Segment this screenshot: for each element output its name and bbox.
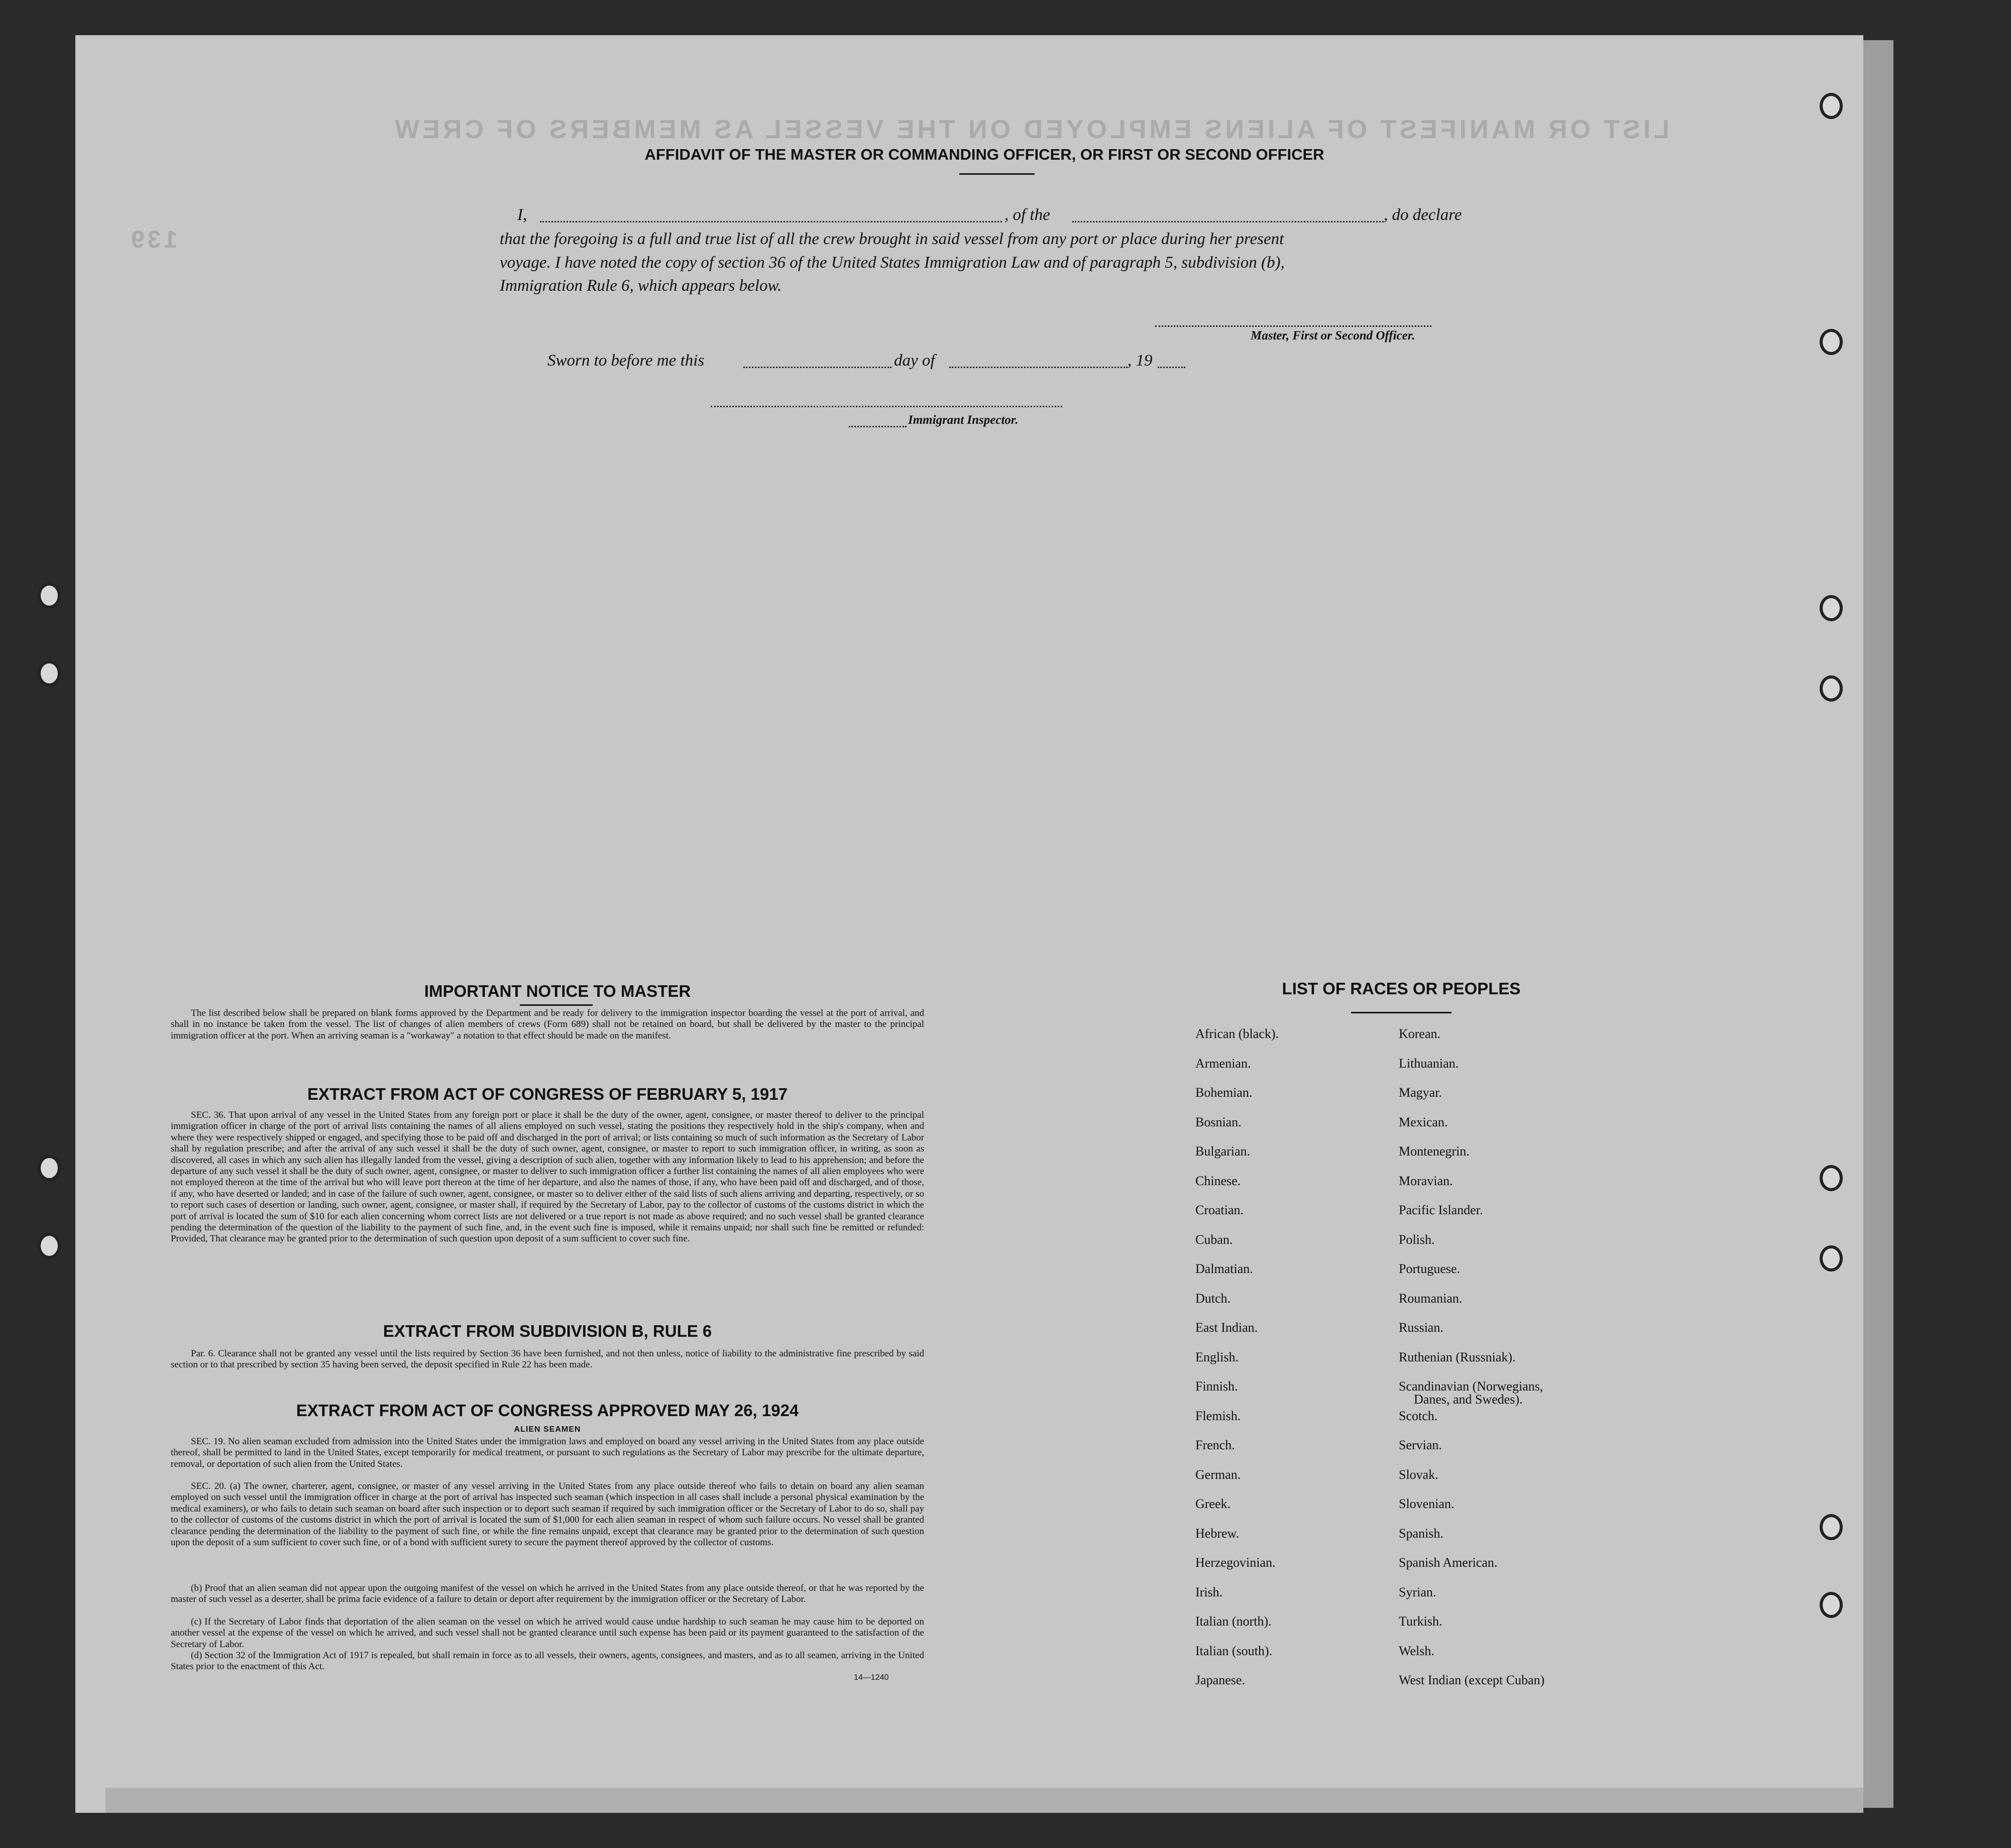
sec20d-body: (d) Section 32 of the Immigration Act of 1917 is repealed, but shall remain in force as to all vessels, their owners, agents, consignees, and masters, and as to all seamen, arriving in the United States prior to the enactment of this Act. (171, 1650, 924, 1672)
race-item: Flemish. (1195, 1408, 1241, 1423)
race-item-scandinavian-cont: Danes, and Swedes). (1414, 1392, 1523, 1407)
affidavit-line3: voyage. I have noted the copy of section 36 of the United States Immigration Law and of paragraph 5, subdivision (b), (500, 254, 1285, 272)
sec20c-body: (c) If the Secretary of Labor finds that deportation of the alien seaman on the vessel on which he arrived would cause undue hardship to such seaman he may cause him to be deported on another vessel at the expense of the vessel on which he arrived, and such vessel shall not be granted clearance until such expense has been paid or its payment guaranteed to the satisfaction of the Secretary of Labor. (171, 1616, 924, 1650)
race-item: Turkish. (1399, 1614, 1442, 1629)
binder-hole (38, 1155, 61, 1181)
race-item: Italian (south). (1195, 1643, 1273, 1658)
race-item: Irish. (1195, 1584, 1223, 1599)
bleed-through-page-number: 139 (128, 226, 178, 253)
notice-title: IMPORTANT NOTICE TO MASTER (424, 982, 691, 1000)
race-item: German. (1195, 1467, 1241, 1482)
race-item: Greek. (1195, 1496, 1231, 1511)
affidavit-i: I, (517, 206, 527, 224)
race-item: Cuban. (1195, 1232, 1233, 1247)
binder-hole (1820, 1514, 1843, 1540)
affidavit-of-the: , of the (1004, 206, 1050, 224)
binder-hole (1820, 675, 1843, 702)
binder-hole (1820, 1592, 1843, 1618)
race-item: Welsh. (1399, 1643, 1434, 1658)
race-item: African (black). (1195, 1026, 1279, 1041)
race-item: Italian (north). (1195, 1614, 1272, 1629)
race-item: Polish. (1399, 1232, 1435, 1247)
extract-1924-title: EXTRACT FROM ACT OF CONGRESS APPROVED MAY 26, 1924 (296, 1401, 799, 1420)
races-title: LIST OF RACES OR PEOPLES (1282, 979, 1521, 998)
master-label: Master, First or Second Officer. (1251, 329, 1415, 342)
race-item: Herzegovinian. (1195, 1555, 1276, 1570)
affidavit-do-declare: , do declare (1384, 206, 1462, 224)
races-rule (1351, 1012, 1451, 1013)
affidavit-line1 (517, 206, 527, 224)
sworn-year-blank (1158, 367, 1185, 368)
sworn-day-of: day of (894, 352, 935, 370)
races-left-column (1195, 1019, 1279, 1695)
vessel-blank (1072, 221, 1384, 222)
alien-seamen-subtitle: ALIEN SEAMEN (514, 1425, 581, 1434)
bleed-through-header: LIST OR MANIFEST OF ALIENS EMPLOYED ON THE VESSEL AS MEMBERS OF CREW (392, 115, 1669, 144)
notice-rule (520, 1004, 593, 1006)
sec20b-body: (b) Proof that an alien seaman did not appear upon the outgoing manifest of the vessel on which he arrived in the United States from any place outside thereof, or that he was reported by the master of such vessel as a deserter, shall be prima facie evidence of a failure to detain or deport after requirement by the immigration officer or the Secretary of Labor. (171, 1583, 924, 1605)
title-rule (959, 173, 1035, 175)
race-item: Servian. (1399, 1438, 1442, 1452)
race-item: Hebrew. (1195, 1526, 1240, 1541)
binder-hole (1820, 93, 1843, 119)
race-item: Pacific Islander. (1399, 1203, 1483, 1217)
page-edge (1863, 40, 1893, 1808)
sworn-month-blank (949, 367, 1128, 368)
notice-body: The list described below shall be prepared on blank forms approved by the Department and be ready for delivery to the immigration inspector boarding the vessel at the port of arrival, and shall in no instance be taken from the vessel. The list of changes of alien members of crews (Form 689) shall not be retained on board, but shall be delivered by the master to the principal immigration officer at the port. When an arriving seaman is a "workaway" a notation to that effect should be made on the manifest. (171, 1008, 924, 1041)
binder-hole (1820, 1165, 1843, 1191)
race-item: West Indian (except Cuban) (1399, 1673, 1545, 1687)
race-item: Scandinavian (Norwegians, (1399, 1379, 1543, 1394)
race-item: Finnish. (1195, 1379, 1238, 1394)
race-item: Chinese. (1195, 1173, 1241, 1188)
race-item: Roumanian. (1399, 1291, 1463, 1306)
race-item: Japanese. (1195, 1673, 1245, 1687)
extract-1917-body: SEC. 36. That upon arrival of any vessel in the United States from any foreign port or place it shall be the duty of the owner, agent, consignee, or master thereof to deliver to the principal immigration officer in charge of the port of arrival lists containing the names of all aliens employed on such vessel, stating the positions they respectively hold in the ship's company, when and where they were respectively shipped or engaged, and specifying those to be paid off and discharged in the port of arrival; or lists containing so much of such information as the Secretary of Labor shall by regulation prescribe; and after the arrival of any such vessel it shall be the duty of such owner, agent, consignee, or master to report to such immigration officer, in writing, as soon as discovered, all cases in which any such alien has illegally landed from the vessel, giving a description of such alien, together with any information likely to lead to his apprehension; and before the departure of any such vessel it shall be the duty of such owner, agent, consignee, or master to deliver to such immigration officer a further list containing the names of all alien employees who were not employed thereon at the time of the arrival but who will leave port thereon at the time of her departure, and also the names of those, if any, who have been paid off and discharged, and of those, if any, who have deserted or landed; and in case of the failure of such owner, agent, consignee, or master so to deliver either of the said lists of such aliens arriving and departing, respectively, or so to report such cases of desertion or landing, such owner, agent, consignee, or master shall, if required by the Secretary of Labor, pay to the collector of customs of the customs district in which the port of arrival is located the sum of $10 for each alien concerning whom correct lists are not delivered or a true report is not made as above required; and no such vessel shall be granted clearance pending the determination of the question of the liability to the payment of such fine, and, in the event such fine is imposed, while it remains unpaid; nor shall such fine be remitted or refunded: Provided, That clearance may be granted prior to the determination of such question upon deposit of a sum sufficient to cover such fine. (171, 1110, 924, 1244)
binder-hole (1820, 329, 1843, 355)
race-item: Mexican. (1399, 1114, 1448, 1129)
sec19-body: SEC. 19. No alien seaman excluded from admission into the United States under the immigration laws and employed on board any vessel arriving in the United States from any place outside thereof, shall be permitted to land in the United States, except temporarily for medical treatment, or pursuant to such regulations as the Secretary of Labor may prescribe for the ultimate departure, removal, or deportation of such alien from the United States. (171, 1436, 924, 1469)
sec20a-body: SEC. 20. (a) The owner, charterer, agent, consignee, or master of any vessel arriving in the United States from any place outside thereof who fails to detain on board any alien seaman employed on such vessel until the immigration officer in charge at the port of arrival has inspected such seaman (which inspection in all cases shall include a personal physical examination by the medical examiners), or who fails to detain such seaman on board after such inspection or to deport such seaman if required by such immigration officer or the Secretary of Labor to do so, shall pay to the collector of customs of the customs district in which the port of arrival is located the sum of $1,000 for each alien seaman in respect of whom such failure occurs. No vessel shall be granted clearance pending the determination of the liability to the payment of such fine, or while the fine remains unpaid, except that clearance may be granted prior to the determination of such question upon the deposit of a sum sufficient to cover such fine, or of a bond with sufficient surety to secure the payment thereof approved by the collector of customs. (171, 1481, 924, 1548)
race-item: Russian. (1399, 1320, 1443, 1335)
binder-hole (38, 1233, 61, 1259)
race-item: Lithuanian. (1399, 1056, 1459, 1071)
inspector-signature-line (711, 406, 1062, 407)
race-item: Scotch. (1399, 1408, 1438, 1423)
rule6-body: Par. 6. Clearance shall not be granted any vessel until the lists required by Section 36 have been furnished, and not then unless, notice of liability to the administrative fine prescribed by said section or to that prescribed by section 35 having been served, the deposit specified in Rule 22 has been made. (171, 1348, 924, 1370)
binder-hole (1820, 1245, 1843, 1272)
race-item: Bulgarian. (1195, 1144, 1251, 1159)
affidavit-title: AFFIDAVIT OF THE MASTER OR COMMANDING OFFICER, OR FIRST OR SECOND OFFICER (644, 146, 1324, 163)
name-blank (540, 221, 1002, 222)
binder-hole (1820, 595, 1843, 621)
sworn-year: , 19 (1128, 352, 1153, 370)
affidavit-line4: Immigration Rule 6, which appears below. (500, 277, 782, 295)
inspector-label: Immigrant Inspector. (908, 413, 1019, 427)
race-item: Moravian. (1399, 1173, 1453, 1188)
races-right-column (1399, 1019, 1544, 1695)
race-item: Spanish American. (1399, 1555, 1498, 1570)
sworn-label: Sworn to before me this (547, 352, 705, 370)
rule6-title: EXTRACT FROM SUBDIVISION B, RULE 6 (383, 1322, 712, 1340)
affidavit-line2: that the foregoing is a full and true list of all the crew brought in said vessel from any port or place during her present (500, 230, 1284, 248)
master-signature-line (1155, 325, 1431, 327)
race-item: Montenegrin. (1399, 1144, 1470, 1159)
race-item: Portuguese. (1399, 1261, 1461, 1276)
race-item: Dalmatian. (1195, 1261, 1253, 1276)
race-item: Armenian. (1195, 1056, 1251, 1071)
inspector-dots (849, 426, 907, 427)
race-item: Spanish. (1399, 1526, 1443, 1541)
race-item: Slovak. (1399, 1467, 1438, 1482)
race-item: Syrian. (1399, 1584, 1436, 1599)
race-item: Bohemian. (1195, 1085, 1253, 1100)
extract-1917-title: EXTRACT FROM ACT OF CONGRESS OF FEBRUARY 5, 1917 (307, 1085, 788, 1103)
race-item: Korean. (1399, 1026, 1441, 1041)
binder-hole (38, 660, 61, 686)
race-item: French. (1195, 1438, 1235, 1452)
race-item: Slovenian. (1399, 1496, 1455, 1511)
binder-hole (38, 583, 61, 609)
race-item: Ruthenian (Russniak). (1399, 1349, 1516, 1364)
race-item: Bosnian. (1195, 1114, 1242, 1129)
sworn-day-blank (743, 367, 891, 368)
page-edge-bottom (105, 1788, 1863, 1813)
race-item: Dutch. (1195, 1291, 1231, 1306)
race-item: Magyar. (1399, 1085, 1442, 1100)
form-number: 14—1240 (854, 1673, 889, 1682)
race-item: English. (1195, 1349, 1239, 1364)
race-item: Croatian. (1195, 1203, 1244, 1217)
race-item: East Indian. (1195, 1320, 1258, 1335)
